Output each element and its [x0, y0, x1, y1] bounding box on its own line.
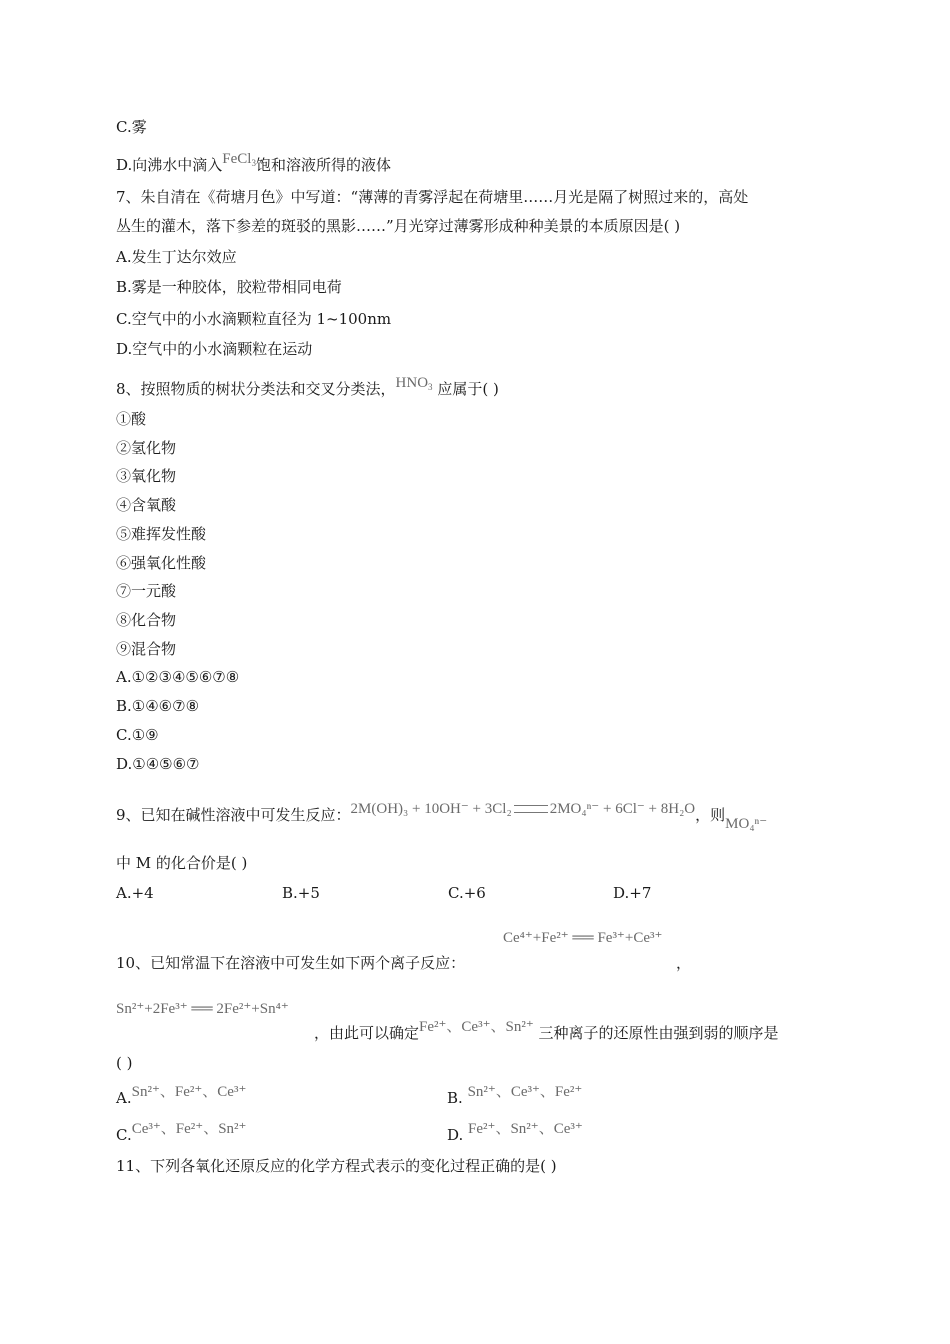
option-text-suffix: 饱和溶液所得的液体	[255, 156, 391, 174]
q10-option-d: D. Fe²⁺、Sn²⁺、Ce³⁺	[447, 1121, 583, 1144]
reaction-2-text: Sn²⁺+2Fe³⁺ ══ 2Fe²⁺+Sn⁴⁺	[116, 1001, 289, 1017]
q9-stem	[116, 801, 768, 832]
equation-right: 2MO₄ⁿ⁻ + 6Cl⁻ + 8H₂O	[549, 801, 696, 817]
option-text: C.雾	[116, 118, 147, 136]
reaction-1-text: Ce⁴⁺+Fe²⁺ ══ Fe³⁺+Ce³⁺	[503, 930, 663, 946]
ion-list: Fe²⁺、Ce³⁺、Sn²⁺	[419, 1019, 534, 1035]
q9-stem-line2: 中 M 的化合价是( )	[116, 854, 248, 872]
stem-mid: ，则	[695, 806, 726, 824]
q8-option-d: D.①④⑤⑥⑦	[116, 755, 200, 773]
q7-option-d: D.空气中的小水滴颗粒在运动	[116, 340, 313, 358]
q9-option-b: B.+5	[282, 884, 320, 902]
q7-option-a: A.发生丁达尔效应	[116, 248, 237, 266]
formula-fecl3: FeCl$_3$	[222, 151, 256, 168]
stem-suffix: 应属于( )	[437, 380, 499, 398]
q9-option-a: A.+4	[116, 884, 154, 902]
q6-option-d	[116, 151, 391, 176]
q10-option-c: C.Ce³⁺、Fe²⁺、Sn²⁺	[116, 1121, 247, 1144]
option-text: D.向沸水中滴入	[116, 156, 223, 174]
stem-mid: ，由此可以确定	[314, 1024, 420, 1042]
ion-mo4: MO₄ⁿ⁻	[725, 816, 768, 832]
q10-option-b: B. Sn²⁺、Ce³⁺、Fe²⁺	[447, 1084, 583, 1107]
q10-reaction-1	[503, 927, 662, 948]
q8-item-7: ⑦一元酸	[116, 582, 177, 600]
stem-suffix: 三种离子的还原性由强到弱的顺序是	[538, 1024, 779, 1042]
q10-comma: ，	[676, 954, 692, 972]
q7-option-c: C.空气中的小水滴颗粒直径为 1~100nm	[116, 310, 392, 328]
formula-hno3: $HNO_3$	[395, 375, 433, 392]
q8-option-c: C.①⑨	[116, 726, 159, 744]
q7-option-b: B.雾是一种胶体，胶粒带相同电荷	[116, 278, 342, 296]
q8-stem	[116, 375, 499, 400]
q8-item-9: ⑨混合物	[116, 640, 177, 658]
q9-option-d: D.+7	[613, 884, 652, 902]
q8-item-1: ①酸	[116, 410, 147, 428]
q8-option-b: B.①④⑥⑦⑧	[116, 697, 200, 715]
stem-text: 8、按照物质的树状分类法和交叉分类法，	[116, 380, 396, 398]
q9-option-c: C.+6	[448, 884, 486, 902]
q8-item-5: ⑤难挥发性酸	[116, 525, 207, 543]
q8-item-4: ④含氧酸	[116, 496, 177, 514]
stem-text: 9、已知在碱性溶液中可发生反应：	[116, 806, 351, 824]
q6-option-c	[116, 117, 147, 137]
q10-reaction-2	[116, 998, 289, 1019]
q10-stem	[116, 953, 465, 973]
equation-left: 2M(OH)₃ + 10OH⁻ + 3Cl₂	[350, 801, 512, 817]
q8-item-2: ②氢化物	[116, 439, 177, 457]
q10-option-a: A.Sn²⁺、Fe²⁺、Ce³⁺	[116, 1084, 247, 1107]
q8-item-6: ⑥强氧化性酸	[116, 554, 207, 572]
q8-item-8: ⑧化合物	[116, 611, 177, 629]
q10-stem-cont	[314, 1019, 779, 1044]
q8-item-3: ③氧化物	[116, 467, 177, 485]
q8-option-a: A.①②③④⑤⑥⑦⑧	[116, 668, 240, 686]
q11-stem: 11、下列各氧化还原反应的化学方程式表示的变化过程正确的是( )	[116, 1157, 557, 1175]
q7-stem-line1: 7、朱自清在《荷塘月色》中写道：“薄薄的青雾浮起在荷塘里……月光是隔了树照过来的，高处	[116, 188, 749, 206]
stem-text: 10、已知常温下在溶液中可发生如下两个离子反应：	[116, 954, 466, 972]
q10-paren: ( )	[116, 1054, 133, 1072]
q7-stem-line2: 丛生的灌木，落下参差的斑驳的黑影……”月光穿过薄雾形成种种美景的本质原因是( )	[116, 217, 681, 235]
equals-sign	[514, 805, 548, 813]
